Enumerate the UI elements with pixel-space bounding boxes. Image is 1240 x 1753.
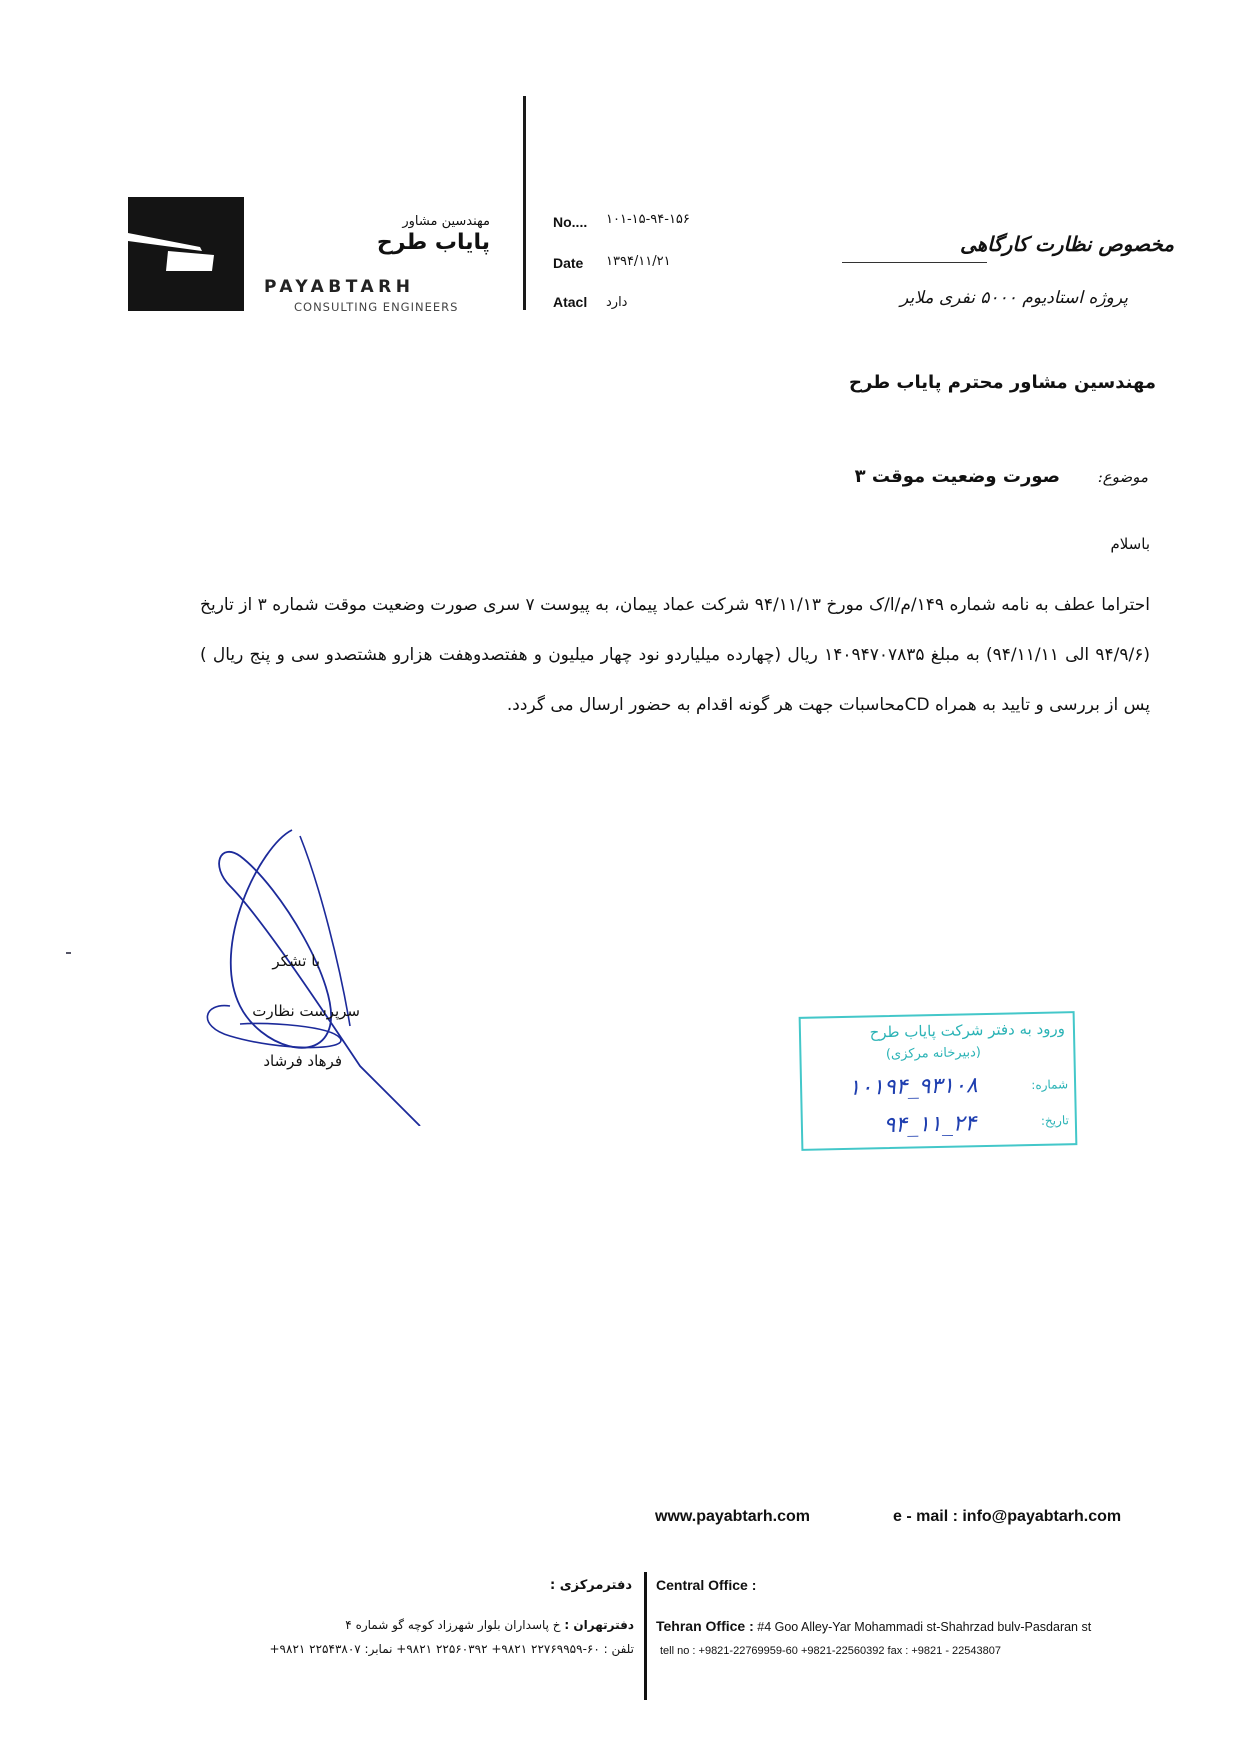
stamp-title: ورود به دفتر شرکت پایاب طرح [869, 1019, 1066, 1042]
tehran-office-label-fa: دفترتهران : [564, 1618, 634, 1632]
attachment-value: دارد [606, 295, 628, 310]
letter-number-label: No.... [553, 214, 588, 230]
scan-speck [66, 952, 71, 954]
letter-number-value: ۱۰۱-۱۵-۹۴-۱۵۶ [606, 212, 690, 227]
email-address: e - mail : info@payabtarh.com [893, 1508, 1122, 1525]
subject-label: موضوع: [1097, 468, 1148, 486]
firm-subtitle-fa: مهندسین مشاور [402, 214, 490, 229]
tehran-office-label-en: Tehran Office : [656, 1618, 754, 1634]
project-name: پروژه استادیوم ۵۰۰۰ نفری ملایر [900, 288, 1128, 308]
stamp-date-label: تاریخ: [1040, 1113, 1069, 1128]
registration-stamp [799, 1011, 1078, 1151]
company-logo [128, 197, 244, 311]
firm-name-fa: پایاب طرح [376, 230, 490, 255]
attachment-label: Atacl [553, 294, 588, 310]
signer-name: فرهاد فرشاد [263, 1052, 342, 1070]
website-link: www.payabtarh.com [655, 1508, 810, 1525]
logo-emblem-icon [128, 197, 244, 311]
confidential-note: مخصوص نظارت کارگاهی [959, 232, 1174, 256]
signer-title: سرپرست نظارت [252, 1002, 360, 1020]
closing-phrase: با تشکر [272, 952, 320, 970]
tehran-address-text-en: #4 Goo Alley-Yar Mohammadi st-Shahrzad bulv-Pasdaran st [757, 1620, 1092, 1634]
letter-date-label: Date [553, 255, 584, 271]
tehran-address-fa [150, 1618, 634, 1632]
letter-body: احتراما عطف به نامه شماره ۱۴۹/م/ا/ک مورخ ۹۴/۱۱/۱۳ شرکت عماد پیمان، به پیوست ۷ سری صورت وضعیت موقت شماره ۳ از تاریخ (۹۴/۹/۶ الی ۹۴/۱۱/۱۱) به مبلغ ۱۴۰۹۴۷۰۷۸۳۵ ریال (چهارده میلیاردو نود چهار میلیون و هفتصدوهفت هزارو هشتصدو سی و پنج ریال ) پس از بررسی و تایید به همراه CDمحاسبات جهت هر گونه اقدام به حضور ارسال می گردد. [200, 595, 1150, 715]
tehran-address-text-fa: خ پاسداران بلوار شهرزاد کوچه گو شماره ۴ [345, 1618, 561, 1632]
addressee: مهندسین مشاور محترم پایاب طرح [849, 372, 1156, 393]
header-divider [523, 96, 526, 310]
signature-scribble [200, 826, 436, 1126]
letter-date-value: ۱۳۹۴/۱۱/۲۱ [606, 254, 671, 269]
central-office-label-fa: دفترمرکزی : [550, 1578, 632, 1593]
stamp-subtitle: (دبیرخانه مرکزی) [885, 1045, 982, 1063]
central-office-label-en: Central Office : [656, 1577, 757, 1593]
confidential-underline [842, 262, 987, 263]
tehran-phones-en: tell no : +9821-22769959-60 +9821-22560392 fax : +9821 - 22543807 [660, 1645, 1001, 1657]
greeting: باسلام [1110, 535, 1150, 553]
stamp-number-value: ۱۰۱۹۴_۹۳۱۰۸ [848, 1073, 978, 1101]
stamp-date-value: ۹۴_۱۱_۲۴ [883, 1111, 977, 1139]
footer-divider [644, 1572, 647, 1700]
stamp-number-label: شماره: [1031, 1077, 1069, 1093]
firm-tagline-en: CONSULTING ENGINEERS [294, 300, 459, 314]
tehran-address-en [656, 1618, 1091, 1634]
firm-name-en: PAYABTARH [264, 277, 415, 297]
subject-text: صورت وضعیت موقت ۳ [854, 466, 1060, 487]
tehran-phones-fa: تلفن : ۶۰-۲۲۷۶۹۹۵۹ ۹۸۲۱+ ۲۲۵۶۰۳۹۲ ۹۸۲۱+ نمابر: ۲۲۵۴۳۸۰۷ ۹۸۲۱+ [269, 1642, 634, 1656]
